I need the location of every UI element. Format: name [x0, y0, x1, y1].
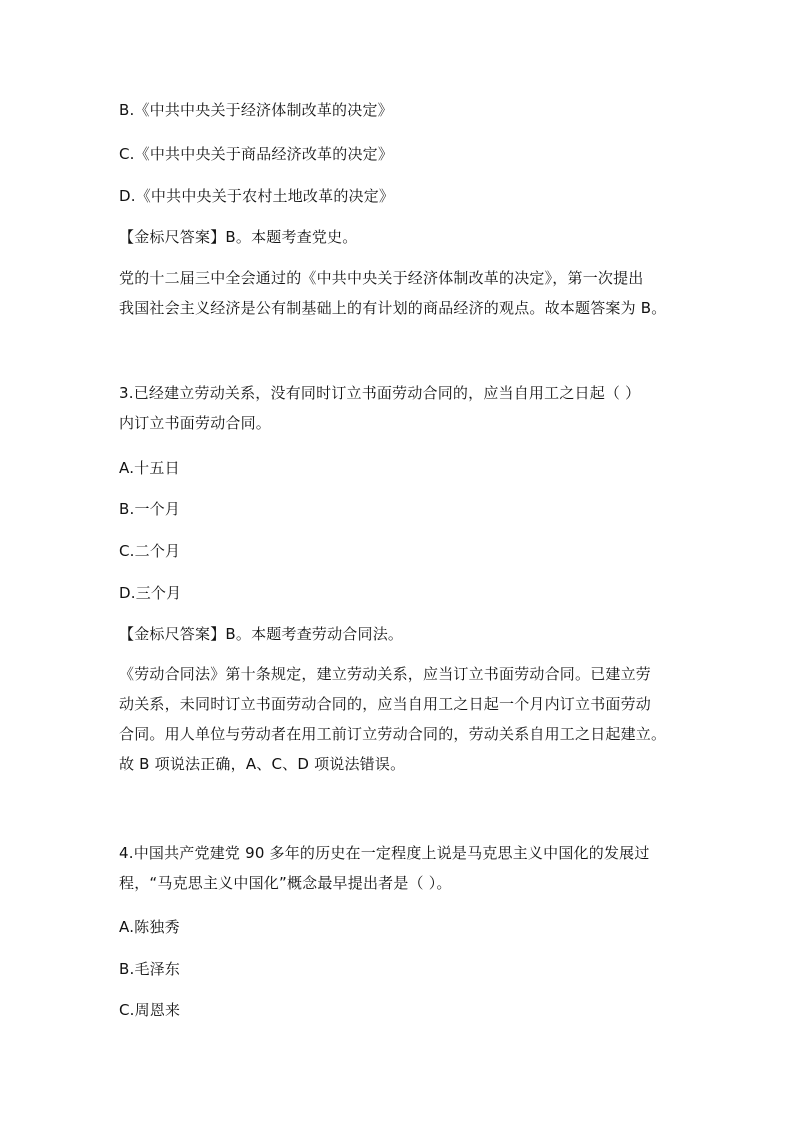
- q3-explanation-line: 合同。用人单位与劳动者在用工前订立劳动合同的，劳动关系自用工之日起建立。: [119, 725, 667, 743]
- q2-explanation-line: 我国社会主义经济是公有制基础上的有计划的商品经济的观点。故本题答案为 B。: [119, 299, 667, 317]
- q2-option-b: B.《中共中央关于经济体制改革的决定》: [119, 101, 393, 119]
- q4-option-c: C.周恩来: [119, 1001, 181, 1019]
- q3-question-line: 内订立书面劳动合同。: [119, 414, 272, 432]
- q3-option-a: A.十五日: [119, 459, 180, 477]
- q3-option-c: C.二个月: [119, 542, 181, 560]
- q4-question: [119, 838, 679, 898]
- q2-explanation-line: 党的十二届三中全会通过的《中共中央关于经济体制改革的决定》，第一次提出: [119, 269, 644, 287]
- q3-explanation-line: 故 B 项说法正确，A、C、D 项说法错误。: [119, 755, 406, 773]
- q3-explanation-line: 动关系，未同时订立书面劳动合同的，应当自用工之日起一个月内订立书面劳动: [119, 695, 652, 713]
- q2-option-d: D.《中共中央关于农村土地改革的决定》: [119, 187, 395, 205]
- q3-answer: 【金标尺答案】B。本题考查劳动合同法。: [119, 625, 404, 643]
- q3-question: [119, 378, 679, 438]
- q2-option-c: C.《中共中央关于商品经济改革的决定》: [119, 145, 394, 163]
- q4-option-b: B.毛泽东: [119, 960, 181, 978]
- q3-option-d: D.三个月: [119, 584, 182, 602]
- q4-option-a: A.陈独秀: [119, 918, 180, 936]
- q3-explanation-line: 《劳动合同法》第十条规定，建立劳动关系，应当订立书面劳动合同。已建立劳: [119, 665, 652, 683]
- q3-question-line: 3.已经建立劳动关系，没有同时订立书面劳动合同的，应当自用工之日起（ ）: [119, 384, 641, 402]
- q3-option-b: B.一个月: [119, 500, 181, 518]
- q4-question-line: 程，“马克思主义中国化”概念最早提出者是（ ）。: [119, 874, 452, 892]
- q4-question-line: 4.中国共产党建党 90 多年的历史在一定程度上说是马克思主义中国化的发展过: [119, 844, 650, 862]
- q2-answer: 【金标尺答案】B。本题考查党史。: [119, 228, 358, 246]
- q3-explanation: [119, 659, 679, 779]
- q2-explanation: [119, 263, 679, 323]
